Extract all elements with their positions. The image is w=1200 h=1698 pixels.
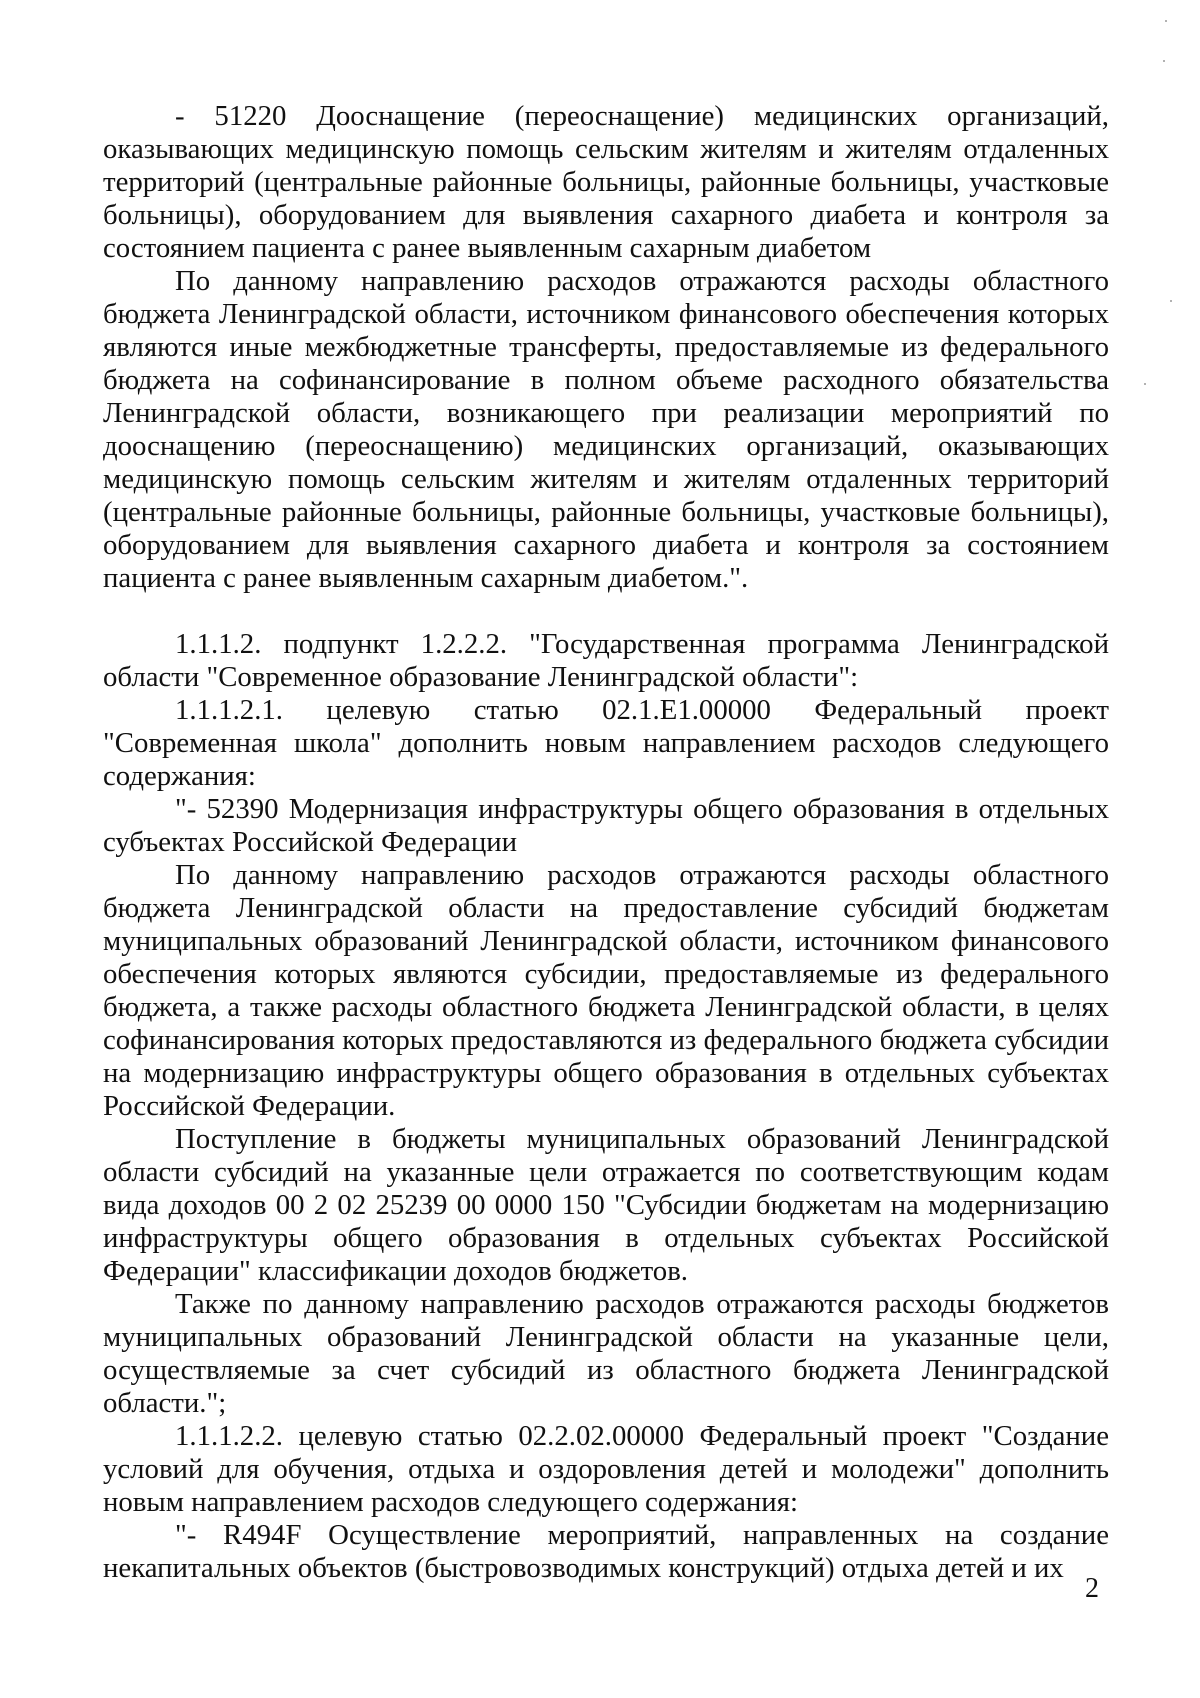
scan-speck (1170, 300, 1172, 302)
scan-speck (1144, 383, 1146, 385)
paragraph-target-article-e1: 1.1.1.2.1. целевую статью 02.1.Е1.00000 Федеральный проект "Современная школа" дополнить новым направлением расходов следующего содержания: (103, 694, 1109, 792)
paragraph-subsidy-receipt: Поступление в бюджеты муниципальных образований Ленинградской области субсидий на указанные цели отражается по соответствующим кодам вида доходов 00 2 02 25239 00 0000 150 "Субсидии бюджетам на модернизацию инфраструктуры общего образования в отдельных субъектах Российской Федерации" классификации доходов бюджетов. (103, 1123, 1109, 1287)
paragraph-52390-description: По данному направлению расходов отражаются расходы областного бюджета Ленинградской области на предоставление субсидий бюджетам муниципальных образований Ленинградской области, источником финансового обеспечения которых являются субсидии, предоставляемые из федерального бюджета, а также расходы областного бюджета Ленинградской области, в целях софинансирования которых предоставляются из федерального бюджета субсидии на модернизацию инфраструктуры общего образования в отдельных субъектах Российской Федерации. (103, 859, 1109, 1122)
document-body (103, 100, 1109, 1585)
paragraph-subitem-1-2-2-2: 1.1.1.2. подпункт 1.2.2.2. "Государственная программа Ленинградской области "Современное образование Ленинградской области": (103, 628, 1109, 693)
paragraph-target-article-02-2-02: 1.1.1.2.2. целевую статью 02.2.02.00000 Федеральный проект "Создание условий для обучения, отдыха и оздоровления детей и молодежи" дополнить новым направлением расходов следующего содержания: (103, 1420, 1109, 1518)
page-number: 2 (1085, 1573, 1099, 1604)
paragraph-52390-heading: "- 52390 Модернизация инфраструктуры общего образования в отдельных субъектах Российской Федерации (103, 793, 1109, 858)
paragraph-51220-heading: - 51220 Дооснащение (переоснащение) медицинских организаций, оказывающих медицинскую помощь сельским жителям и жителям отдаленных территорий (центральные районные больницы, районные больницы, участковые больницы), оборудованием для выявления сахарного диабета и контроля за состоянием пациента с ранее выявленным сахарным диабетом (103, 100, 1109, 264)
paragraph-51220-description: По данному направлению расходов отражаются расходы областного бюджета Ленинградской области, источником финансового обеспечения которых являются иные межбюджетные трансферты, предоставляемые из федерального бюджета на софинансирование в полном объеме расходного обязательства Ленинградской области, возникающего при реализации мероприятий по дооснащению (переоснащению) медицинских организаций, оказывающих медицинскую помощь сельским жителям и жителям отдаленных территорий (центральные районные больницы, районные больницы, участковые больницы), оборудованием для выявления сахарного диабета и контроля за состоянием пациента с ранее выявленным сахарным диабетом.". (103, 265, 1109, 594)
paragraph-spacer (103, 595, 1109, 628)
scan-speck (1165, 20, 1167, 22)
paragraph-r494f-heading: "- R494F Осуществление мероприятий, направленных на создание некапитальных объектов (быстровозводимых конструкций) отдыха детей и их (103, 1519, 1109, 1584)
paragraph-municipal-expenses: Также по данному направлению расходов отражаются расходы бюджетов муниципальных образований Ленинградской области на указанные цели, осуществляемые за счет субсидий из областного бюджета Ленинградской области."; (103, 1288, 1109, 1419)
scan-speck (1163, 60, 1165, 62)
